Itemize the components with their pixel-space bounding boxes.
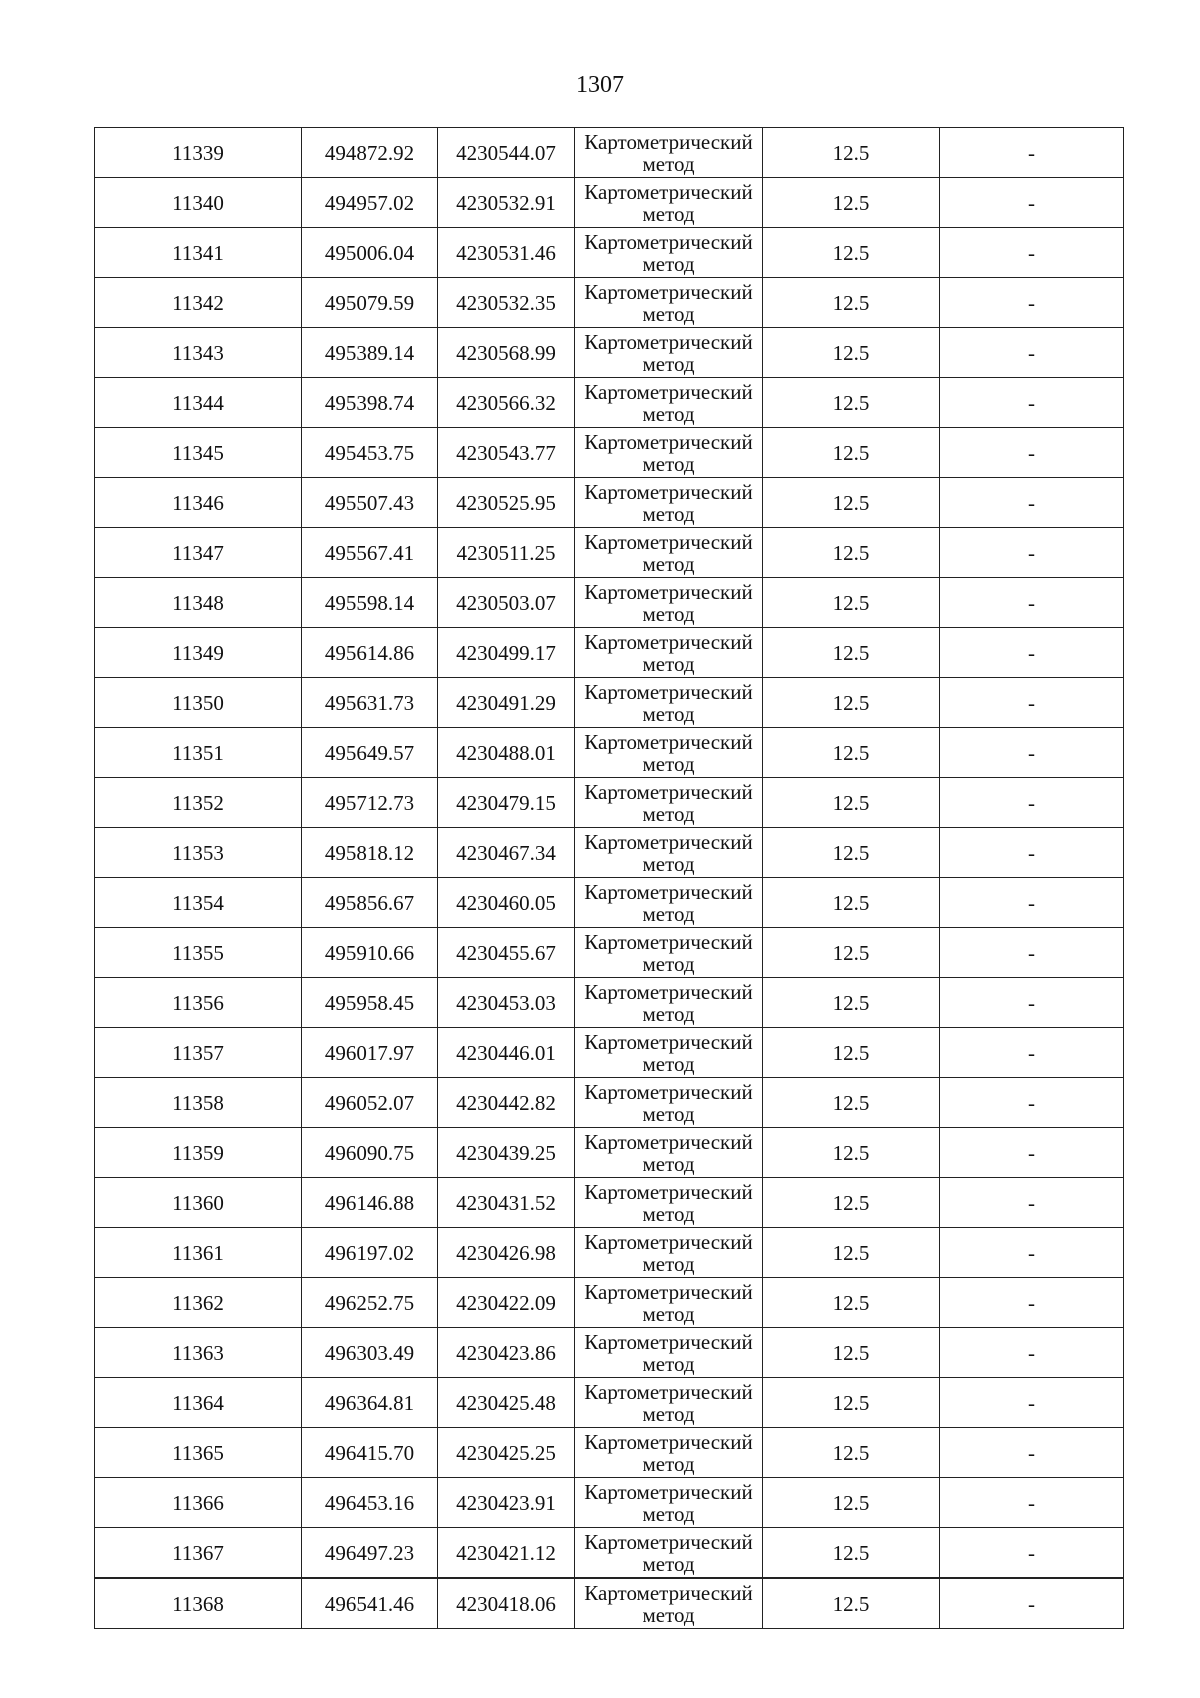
precision-cell: 12.5 (763, 1278, 940, 1328)
note-cell: - (940, 1378, 1124, 1428)
method-line-1: Картометрический (584, 529, 753, 554)
x-coordinate-cell: 496303.49 (302, 1328, 438, 1378)
method-line-2: метод (642, 851, 695, 876)
x-coordinate-cell: 495614.86 (302, 628, 438, 678)
method-line-2: метод (642, 701, 695, 726)
note-cell: - (940, 928, 1124, 978)
method-line-1: Картометрический (584, 429, 753, 454)
x-coordinate-cell: 495649.57 (302, 728, 438, 778)
x-coordinate-cell: 495567.41 (302, 528, 438, 578)
method-line-2: метод (642, 501, 695, 526)
point-number-cell: 11361 (95, 1228, 302, 1278)
y-coordinate-cell: 4230488.01 (438, 728, 575, 778)
method-cell (575, 478, 763, 528)
method-cell (575, 1278, 763, 1328)
note-cell: - (940, 1128, 1124, 1178)
method-cell (575, 1478, 763, 1528)
method-line-2: метод (642, 301, 695, 326)
method-line-2: метод (642, 901, 695, 926)
method-line-1: Картометрический (584, 1179, 753, 1204)
method-line-1: Картометрический (584, 729, 753, 754)
method-line-1: Картометрический (584, 129, 753, 154)
x-coordinate-cell: 495398.74 (302, 378, 438, 428)
x-coordinate-cell: 495453.75 (302, 428, 438, 478)
x-coordinate-cell: 494872.92 (302, 128, 438, 178)
x-coordinate-cell: 496052.07 (302, 1078, 438, 1128)
point-number-cell: 11359 (95, 1128, 302, 1178)
method-line-2: метод (642, 1301, 695, 1326)
table-row (95, 1478, 1124, 1528)
x-coordinate-cell: 495856.67 (302, 878, 438, 928)
precision-cell: 12.5 (763, 578, 940, 628)
method-cell (575, 1428, 763, 1478)
method-line-1: Картометрический (584, 1429, 753, 1454)
method-line-1: Картометрический (584, 1329, 753, 1354)
method-line-2: метод (642, 1501, 695, 1526)
note-cell: - (940, 1278, 1124, 1328)
point-number-cell: 11354 (95, 878, 302, 928)
note-cell: - (940, 278, 1124, 328)
method-cell (575, 1378, 763, 1428)
y-coordinate-cell: 4230467.34 (438, 828, 575, 878)
note-cell: - (940, 728, 1124, 778)
x-coordinate-cell: 496146.88 (302, 1178, 438, 1228)
method-line-2: метод (642, 1151, 695, 1176)
point-number-cell: 11349 (95, 628, 302, 678)
precision-cell: 12.5 (763, 1428, 940, 1478)
method-line-2: метод (642, 1001, 695, 1026)
method-line-1: Картометрический (584, 1479, 753, 1504)
method-cell (575, 728, 763, 778)
note-cell: - (940, 1328, 1124, 1378)
method-cell (575, 428, 763, 478)
precision-cell: 12.5 (763, 178, 940, 228)
point-number-cell: 11341 (95, 228, 302, 278)
method-line-1: Картометрический (584, 879, 753, 904)
precision-cell: 12.5 (763, 728, 940, 778)
method-line-1: Картометрический (584, 779, 753, 804)
precision-cell: 12.5 (763, 1028, 940, 1078)
x-coordinate-cell: 495910.66 (302, 928, 438, 978)
point-number-cell: 11346 (95, 478, 302, 528)
point-number-cell: 11352 (95, 778, 302, 828)
x-coordinate-cell: 496252.75 (302, 1278, 438, 1328)
method-cell (575, 1528, 763, 1579)
method-line-1: Картометрический (584, 679, 753, 704)
method-line-1: Картометрический (584, 1529, 753, 1554)
table-row (95, 278, 1124, 328)
method-cell (575, 278, 763, 328)
y-coordinate-cell: 4230426.98 (438, 1228, 575, 1278)
precision-cell: 12.5 (763, 378, 940, 428)
y-coordinate-cell: 4230442.82 (438, 1078, 575, 1128)
method-cell (575, 1228, 763, 1278)
precision-cell: 12.5 (763, 1528, 940, 1579)
method-cell (575, 578, 763, 628)
precision-cell: 12.5 (763, 1128, 940, 1178)
method-line-1: Картометрический (584, 1580, 753, 1605)
table-row (95, 178, 1124, 228)
point-number-cell: 11344 (95, 378, 302, 428)
method-cell (575, 878, 763, 928)
method-line-1: Картометрический (584, 579, 753, 604)
method-line-2: метод (642, 751, 695, 776)
method-cell (575, 528, 763, 578)
note-cell: - (940, 1178, 1124, 1228)
precision-cell: 12.5 (763, 1578, 940, 1629)
note-cell: - (940, 428, 1124, 478)
method-line-2: метод (642, 251, 695, 276)
method-line-1: Картометрический (584, 929, 753, 954)
coordinates-table-body (95, 128, 1124, 1629)
method-line-2: метод (642, 1051, 695, 1076)
note-cell: - (940, 228, 1124, 278)
method-line-1: Картометрический (584, 179, 753, 204)
point-number-cell: 11350 (95, 678, 302, 728)
method-line-2: метод (642, 1551, 695, 1576)
note-cell: - (940, 1428, 1124, 1478)
x-coordinate-cell: 495631.73 (302, 678, 438, 728)
point-number-cell: 11342 (95, 278, 302, 328)
method-cell (575, 1128, 763, 1178)
precision-cell: 12.5 (763, 928, 940, 978)
note-cell: - (940, 578, 1124, 628)
note-cell: - (940, 1078, 1124, 1128)
note-cell: - (940, 378, 1124, 428)
method-line-2: метод (642, 451, 695, 476)
precision-cell: 12.5 (763, 328, 940, 378)
table-row (95, 1578, 1124, 1629)
y-coordinate-cell: 4230425.25 (438, 1428, 575, 1478)
y-coordinate-cell: 4230460.05 (438, 878, 575, 928)
note-cell: - (940, 1478, 1124, 1528)
x-coordinate-cell: 496415.70 (302, 1428, 438, 1478)
precision-cell: 12.5 (763, 478, 940, 528)
method-cell (575, 978, 763, 1028)
note-cell: - (940, 478, 1124, 528)
coordinates-table (94, 127, 1124, 1629)
table-row (95, 1028, 1124, 1078)
point-number-cell: 11363 (95, 1328, 302, 1378)
method-line-1: Картометрический (584, 479, 753, 504)
point-number-cell: 11347 (95, 528, 302, 578)
table-row (95, 1228, 1124, 1278)
point-number-cell: 11366 (95, 1478, 302, 1528)
method-line-2: метод (642, 1251, 695, 1276)
method-cell (575, 178, 763, 228)
method-line-2: метод (642, 951, 695, 976)
precision-cell: 12.5 (763, 528, 940, 578)
precision-cell: 12.5 (763, 678, 940, 728)
table-row (95, 1378, 1124, 1428)
y-coordinate-cell: 4230568.99 (438, 328, 575, 378)
method-cell (575, 228, 763, 278)
method-cell (575, 1078, 763, 1128)
precision-cell: 12.5 (763, 1328, 940, 1378)
y-coordinate-cell: 4230525.95 (438, 478, 575, 528)
method-line-2: метод (642, 551, 695, 576)
precision-cell: 12.5 (763, 428, 940, 478)
x-coordinate-cell: 495958.45 (302, 978, 438, 1028)
method-line-1: Картометрический (584, 629, 753, 654)
point-number-cell: 11356 (95, 978, 302, 1028)
note-cell: - (940, 828, 1124, 878)
x-coordinate-cell: 495507.43 (302, 478, 438, 528)
note-cell: - (940, 1528, 1124, 1579)
precision-cell: 12.5 (763, 1078, 940, 1128)
precision-cell: 12.5 (763, 828, 940, 878)
x-coordinate-cell: 495389.14 (302, 328, 438, 378)
table-row (95, 478, 1124, 528)
point-number-cell: 11357 (95, 1028, 302, 1078)
x-coordinate-cell: 495818.12 (302, 828, 438, 878)
point-number-cell: 11358 (95, 1078, 302, 1128)
table-row (95, 678, 1124, 728)
precision-cell: 12.5 (763, 878, 940, 928)
precision-cell: 12.5 (763, 1178, 940, 1228)
method-line-2: метод (642, 1602, 695, 1627)
table-row (95, 1278, 1124, 1328)
point-number-cell: 11367 (95, 1528, 302, 1579)
y-coordinate-cell: 4230431.52 (438, 1178, 575, 1228)
note-cell: - (940, 778, 1124, 828)
table-row (95, 628, 1124, 678)
table-row (95, 728, 1124, 778)
point-number-cell: 11355 (95, 928, 302, 978)
y-coordinate-cell: 4230503.07 (438, 578, 575, 628)
method-cell (575, 678, 763, 728)
precision-cell: 12.5 (763, 628, 940, 678)
method-line-2: метод (642, 801, 695, 826)
method-line-2: метод (642, 601, 695, 626)
y-coordinate-cell: 4230421.12 (438, 1528, 575, 1579)
x-coordinate-cell: 496197.02 (302, 1228, 438, 1278)
table-row (95, 578, 1124, 628)
y-coordinate-cell: 4230418.06 (438, 1578, 575, 1629)
point-number-cell: 11368 (95, 1578, 302, 1629)
table-row (95, 1428, 1124, 1478)
y-coordinate-cell: 4230423.91 (438, 1478, 575, 1528)
method-line-1: Картометрический (584, 1379, 753, 1404)
method-cell (575, 128, 763, 178)
x-coordinate-cell: 495712.73 (302, 778, 438, 828)
x-coordinate-cell: 496453.16 (302, 1478, 438, 1528)
method-line-1: Картометрический (584, 1229, 753, 1254)
method-line-1: Картометрический (584, 1279, 753, 1304)
precision-cell: 12.5 (763, 278, 940, 328)
y-coordinate-cell: 4230532.35 (438, 278, 575, 328)
method-cell (575, 628, 763, 678)
table-row (95, 878, 1124, 928)
y-coordinate-cell: 4230446.01 (438, 1028, 575, 1078)
precision-cell: 12.5 (763, 778, 940, 828)
method-line-2: метод (642, 151, 695, 176)
method-cell (575, 778, 763, 828)
note-cell: - (940, 628, 1124, 678)
precision-cell: 12.5 (763, 1378, 940, 1428)
x-coordinate-cell: 496090.75 (302, 1128, 438, 1178)
method-cell (575, 328, 763, 378)
note-cell: - (940, 1028, 1124, 1078)
method-line-1: Картометрический (584, 379, 753, 404)
table-row (95, 1128, 1124, 1178)
y-coordinate-cell: 4230531.46 (438, 228, 575, 278)
method-line-2: метод (642, 401, 695, 426)
method-line-2: метод (642, 351, 695, 376)
y-coordinate-cell: 4230425.48 (438, 1378, 575, 1428)
method-line-2: метод (642, 1451, 695, 1476)
table-row (95, 428, 1124, 478)
table-row (95, 1528, 1124, 1579)
table-row (95, 1078, 1124, 1128)
method-line-1: Картометрический (584, 1129, 753, 1154)
point-number-cell: 11345 (95, 428, 302, 478)
point-number-cell: 11351 (95, 728, 302, 778)
point-number-cell: 11343 (95, 328, 302, 378)
method-line-1: Картометрический (584, 279, 753, 304)
y-coordinate-cell: 4230491.29 (438, 678, 575, 728)
method-cell (575, 1178, 763, 1228)
table-row (95, 328, 1124, 378)
precision-cell: 12.5 (763, 978, 940, 1028)
table-row (95, 978, 1124, 1028)
note-cell: - (940, 1228, 1124, 1278)
table-row (95, 378, 1124, 428)
x-coordinate-cell: 496541.46 (302, 1578, 438, 1629)
x-coordinate-cell: 495079.59 (302, 278, 438, 328)
y-coordinate-cell: 4230423.86 (438, 1328, 575, 1378)
y-coordinate-cell: 4230566.32 (438, 378, 575, 428)
page-number: 1307 (576, 72, 624, 98)
y-coordinate-cell: 4230455.67 (438, 928, 575, 978)
method-line-1: Картометрический (584, 829, 753, 854)
method-line-2: метод (642, 1351, 695, 1376)
method-line-1: Картометрический (584, 1079, 753, 1104)
point-number-cell: 11364 (95, 1378, 302, 1428)
note-cell: - (940, 878, 1124, 928)
table-row (95, 778, 1124, 828)
point-number-cell: 11353 (95, 828, 302, 878)
note-cell: - (940, 1578, 1124, 1629)
precision-cell: 12.5 (763, 1228, 940, 1278)
x-coordinate-cell: 496497.23 (302, 1528, 438, 1579)
method-line-1: Картометрический (584, 1029, 753, 1054)
method-cell (575, 828, 763, 878)
method-line-2: метод (642, 651, 695, 676)
table-row (95, 1328, 1124, 1378)
method-line-2: метод (642, 1401, 695, 1426)
note-cell: - (940, 178, 1124, 228)
x-coordinate-cell: 496364.81 (302, 1378, 438, 1428)
y-coordinate-cell: 4230453.03 (438, 978, 575, 1028)
method-line-2: метод (642, 201, 695, 226)
y-coordinate-cell: 4230543.77 (438, 428, 575, 478)
point-number-cell: 11340 (95, 178, 302, 228)
method-line-2: метод (642, 1201, 695, 1226)
point-number-cell: 11362 (95, 1278, 302, 1328)
method-cell (575, 1578, 763, 1629)
x-coordinate-cell: 494957.02 (302, 178, 438, 228)
table-row (95, 928, 1124, 978)
y-coordinate-cell: 4230439.25 (438, 1128, 575, 1178)
table-row (95, 828, 1124, 878)
y-coordinate-cell: 4230422.09 (438, 1278, 575, 1328)
point-number-cell: 11339 (95, 128, 302, 178)
y-coordinate-cell: 4230479.15 (438, 778, 575, 828)
table-row (95, 528, 1124, 578)
note-cell: - (940, 678, 1124, 728)
x-coordinate-cell: 495598.14 (302, 578, 438, 628)
note-cell: - (940, 978, 1124, 1028)
point-number-cell: 11360 (95, 1178, 302, 1228)
note-cell: - (940, 128, 1124, 178)
method-line-1: Картометрический (584, 229, 753, 254)
method-cell (575, 928, 763, 978)
method-cell (575, 1028, 763, 1078)
point-number-cell: 11365 (95, 1428, 302, 1478)
note-cell: - (940, 328, 1124, 378)
table-row (95, 128, 1124, 178)
precision-cell: 12.5 (763, 128, 940, 178)
method-line-2: метод (642, 1101, 695, 1126)
method-cell (575, 378, 763, 428)
precision-cell: 12.5 (763, 228, 940, 278)
y-coordinate-cell: 4230499.17 (438, 628, 575, 678)
table-row (95, 228, 1124, 278)
precision-cell: 12.5 (763, 1478, 940, 1528)
method-cell (575, 1328, 763, 1378)
y-coordinate-cell: 4230544.07 (438, 128, 575, 178)
x-coordinate-cell: 495006.04 (302, 228, 438, 278)
y-coordinate-cell: 4230511.25 (438, 528, 575, 578)
y-coordinate-cell: 4230532.91 (438, 178, 575, 228)
method-line-1: Картометрический (584, 329, 753, 354)
note-cell: - (940, 528, 1124, 578)
method-line-1: Картометрический (584, 979, 753, 1004)
table-row (95, 1178, 1124, 1228)
x-coordinate-cell: 496017.97 (302, 1028, 438, 1078)
point-number-cell: 11348 (95, 578, 302, 628)
